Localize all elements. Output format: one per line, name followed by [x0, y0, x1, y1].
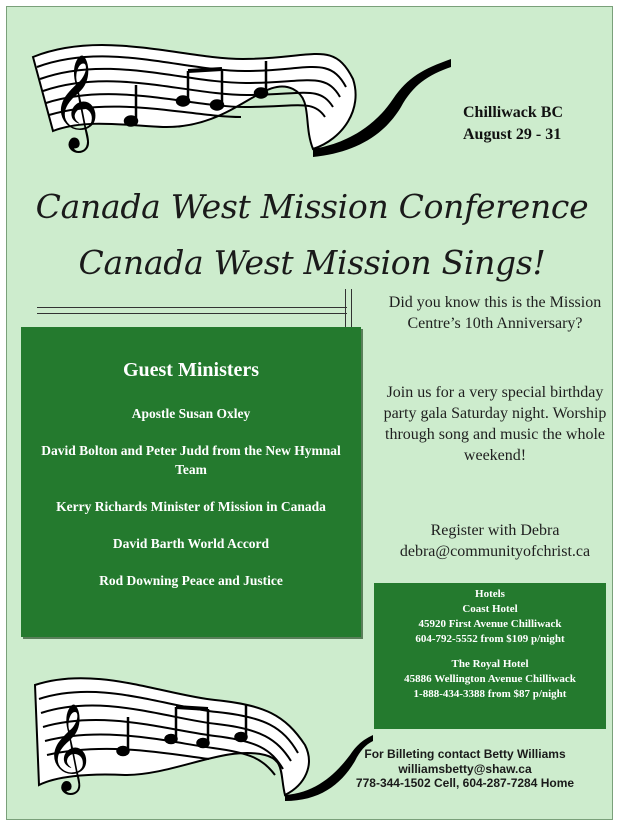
svg-text:𝄞: 𝄞 — [45, 702, 90, 791]
guest-ministers-heading: Guest Ministers — [122, 359, 260, 381]
billeting-phones: 778-344-1502 Cell, 604-287-7284 Home — [355, 776, 575, 790]
guest-minister: Apostle Susan Oxley — [131, 406, 251, 421]
hotel-name: Coast Hotel — [462, 603, 518, 615]
svg-text:𝄞: 𝄞 — [51, 54, 100, 149]
hotels-panel — [374, 583, 606, 729]
guest-minister: Kerry Richards Minister of Mission in Canada — [56, 499, 326, 514]
event-city: Chilliwack BC — [463, 104, 564, 121]
registration — [379, 520, 611, 562]
billeting-email[interactable]: williamsbetty@shaw.ca — [398, 761, 532, 776]
hotel-address: 45920 First Avenue Chilliwack — [418, 618, 562, 630]
conference-title: Canada West Mission Conference — [35, 187, 589, 226]
invite-text: Join us for a very special birthday party gala Saturday night. Worship through song and music the whole weekend! — [383, 384, 607, 464]
guest-ministers-list — [21, 404, 361, 590]
guest-minister: David Barth World Accord — [112, 536, 270, 551]
invite-note — [379, 382, 611, 466]
event-location — [463, 102, 613, 146]
flyer — [6, 6, 613, 820]
hotel-phone: 1-888-434-3388 from $87 p/night — [413, 688, 567, 700]
register-text: Register with Debra — [430, 522, 560, 539]
hotel-phone: 604-792-5552 from $109 p/night — [415, 633, 565, 645]
hotel-address: 45886 Wellington Avenue Chilliwack — [404, 673, 576, 685]
guest-ministers-panel — [21, 327, 361, 637]
conference-subtitle: Canada West Mission Sings! — [78, 243, 546, 282]
guest-minister: David Bolton and Peter Judd from the New Hymnal Team — [41, 443, 341, 477]
music-staff-ribbon-icon — [13, 19, 453, 179]
event-dates: August 29 - 31 — [463, 126, 562, 143]
billeting-text: For Billeting contact Betty Williams — [364, 747, 566, 761]
anniversary-note — [379, 292, 611, 334]
register-email[interactable]: debra@communityofchrist.ca — [399, 543, 591, 560]
music-staff-ribbon-icon — [25, 655, 375, 805]
divider-horizontal — [37, 307, 347, 314]
hotels-heading: Hotels — [475, 588, 505, 600]
anniversary-text: Did you know this is the Mission Centre’s 10th Anniversary? — [388, 294, 602, 332]
hotel-name: The Royal Hotel — [451, 658, 529, 670]
guest-minister: Rod Downing Peace and Justice — [99, 573, 283, 588]
billeting-contact — [325, 747, 605, 791]
